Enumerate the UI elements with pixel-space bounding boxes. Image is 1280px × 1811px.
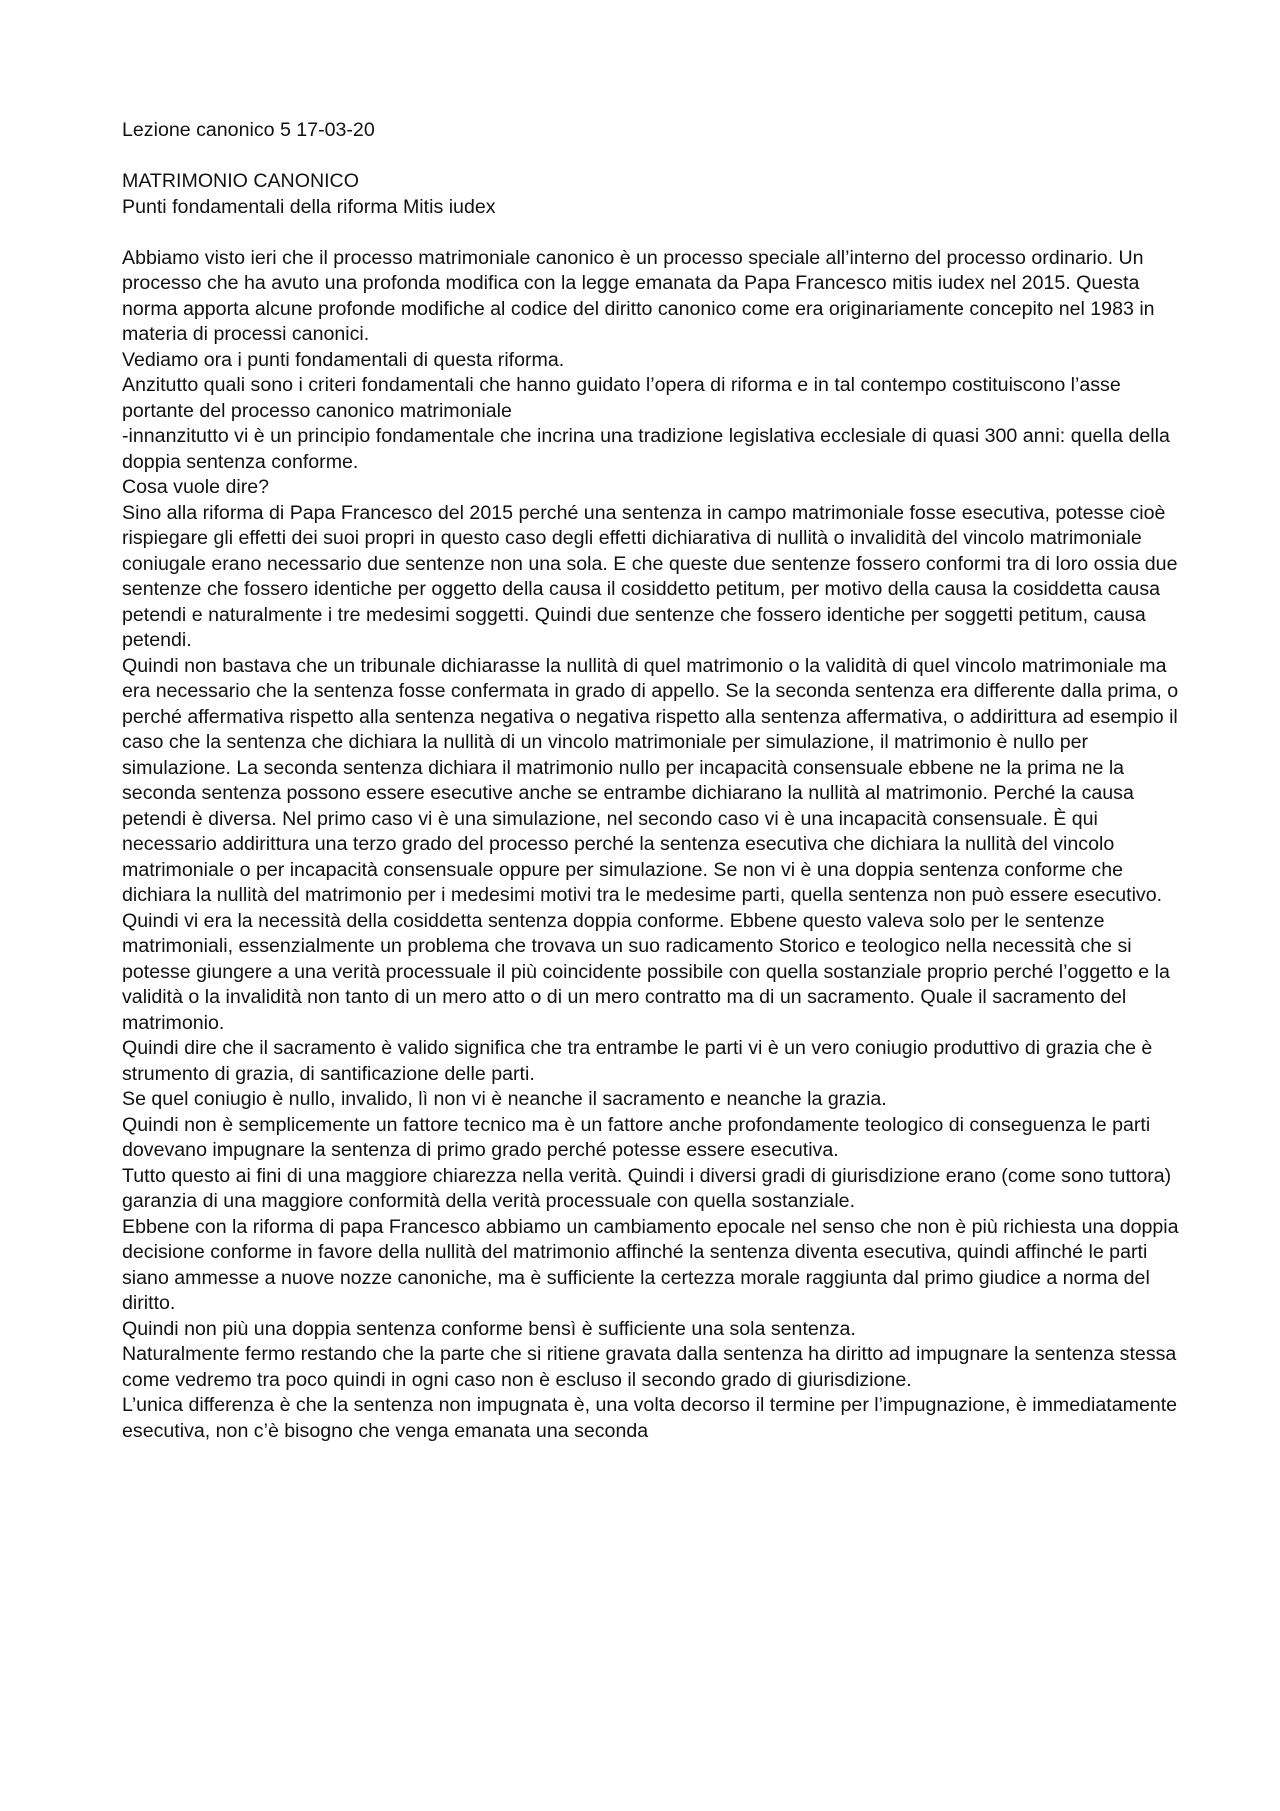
paragraph: Tutto questo ai fini di una maggiore chiarezza nella verità. Quindi i diversi gradi di giurisdizione erano (come sono tuttora) garanzia di una maggiore conformità della verità processuale con quella sostanziale.: [122, 1164, 1172, 1212]
paragraph: Cosa vuole dire?: [122, 476, 270, 498]
paragraph: Vediamo ora i punti fondamentali di questa riforma.: [122, 348, 565, 371]
document-page: [122, 118, 1182, 1444]
paragraph: Abbiamo visto ieri che il processo matrimoniale canonico è un processo speciale all’interno del processo ordinario. Un processo che ha avuto una profonda modifica con la legge emanata da Papa Francesco mitis iudex nel 2015. Questa norma apporta alcune profonde modifiche al codice del diritto canonico come era originariamente concepito nel 1983 in materia di processi canonici.: [122, 246, 1155, 345]
paragraph: L’unica differenza è che la sentenza non impugnata è, una volta decorso il termine per l’impugnazione, è immediatamente esecutiva, non c’è bisogno che venga emanata una seconda: [122, 1394, 1178, 1442]
paragraph: -innanzitutto vi è un principio fondamentale che incrina una tradizione legislativa ecclesiale di quasi 300 anni: quella della doppia sentenza conforme.: [122, 425, 1170, 473]
paragraph: Quindi non è semplicemente un fattore tecnico ma è un fattore anche profondamente teologico di conseguenza le parti dovevano impugnare la sentenza di primo grado perché potesse essere esecutiva.: [122, 1113, 1151, 1161]
paragraph: Ebbene con la riforma di papa Francesco abbiamo un cambiamento epocale nel senso che non è più richiesta una doppia decisione conforme in favore della nullità del matrimonio affinché la sentenza diventa esecutiva, quindi affinché le parti siano ammesse a nuove nozze canoniche, ma è sufficiente la certezza morale raggiunta dal primo giudice a norma del diritto.: [122, 1215, 1179, 1314]
blank-line: [122, 220, 1182, 246]
paragraph: Quindi vi era la necessità della cosiddetta sentenza doppia conforme. Ebbene questo valeva solo per le sentenze matrimoniali, essenzialmente un problema che trovava un suo radicamento Storico e teologico nella necessità che si potesse giungere a una verità processuale il più coincidente possibile con quella sostanziale proprio perché l’oggetto e la validità o la invalidità non tanto di un mero atto o di un mero contratto ma di un sacramento. Quale il sacramento del matrimonio.: [122, 909, 1170, 1034]
paragraph: Quindi non più una doppia sentenza conforme bensì è sufficiente una sola sentenza.: [122, 1317, 856, 1340]
paragraph: Quindi non bastava che un tribunale dichiarasse la nullità di quel matrimonio o la validità di quel vincolo matrimoniale ma era necessario che la sentenza fosse confermata in grado di appello. Se la seconda sentenza era differente dalla prima, o perché affermativa rispetto alla sentenza negativa o negativa rispetto alla sentenza affermativa, o addirittura ad esempio il caso che la sentenza che dichiara la nullità di un vincolo matrimoniale per simulazione, il matrimonio è nullo per simulazione. La seconda sentenza dichiara il matrimonio nullo per incapacità consensuale ebbene ne la prima ne la seconda sentenza possono essere esecutive anche se entrambe dichiarano la nullità al matrimonio. Perché la causa petendi è diversa. Nel primo caso vi è una simulazione, nel secondo caso vi è una incapacità consensuale. È qui necessario addirittura una terzo grado del processo perché la sentenza esecutiva che dichiara la nullità del vincolo matrimoniale o per incapacità consensuale oppure per simulazione. Se non vi è una doppia sentenza conforme che dichiara la nullità del matrimonio per i medesimi motivi tra le medesime parti, quella sentenza non può essere esecutivo.: [122, 654, 1179, 906]
document-title: MATRIMONIO CANONICO: [122, 170, 359, 192]
document-header: Lezione canonico 5 17-03-20: [122, 119, 375, 141]
paragraph: Sino alla riforma di Papa Francesco del 2015 perché una sentenza in campo matrimoniale fosse esecutiva, potesse cioè rispiegare gli effetti dei suoi propri in questo caso degli effetti dichiarativa di nullità o invalidità del vincolo matrimoniale coniugale erano necessario due sentenze non una sola. E che queste due sentenze fossero conformi tra di loro ossia due sentenze che fossero identiche per oggetto della causa il cosiddetto petitum, per motivo della causa la cosiddetta causa petendi e naturalmente i tre medesimi soggetti. Quindi due sentenze che fossero identiche per soggetti petitum, causa petendi.: [122, 501, 1178, 651]
document-body: [122, 246, 1182, 1445]
blank-line: [122, 144, 1182, 170]
paragraph: Naturalmente fermo restando che la parte che si ritiene gravata dalla sentenza ha diritto ad impugnare la sentenza stessa come vedremo tra poco quindi in ogni caso non è escluso il secondo grado di giurisdizione.: [122, 1343, 1177, 1391]
paragraph: Se quel coniugio è nullo, invalido, lì non vi è neanche il sacramento e neanche la grazia.: [122, 1088, 887, 1110]
paragraph: Anzitutto quali sono i criteri fondamentali che hanno guidato l’opera di riforma e in tal contempo costituiscono l’asse portante del processo canonico matrimoniale: [122, 374, 1121, 422]
document-subtitle: Punti fondamentali della riforma Mitis iudex: [122, 195, 496, 218]
paragraph: Quindi dire che il sacramento è valido significa che tra entrambe le parti vi è un vero coniugio produttivo di grazia che è strumento di grazia, di santificazione delle parti.: [122, 1037, 1153, 1085]
